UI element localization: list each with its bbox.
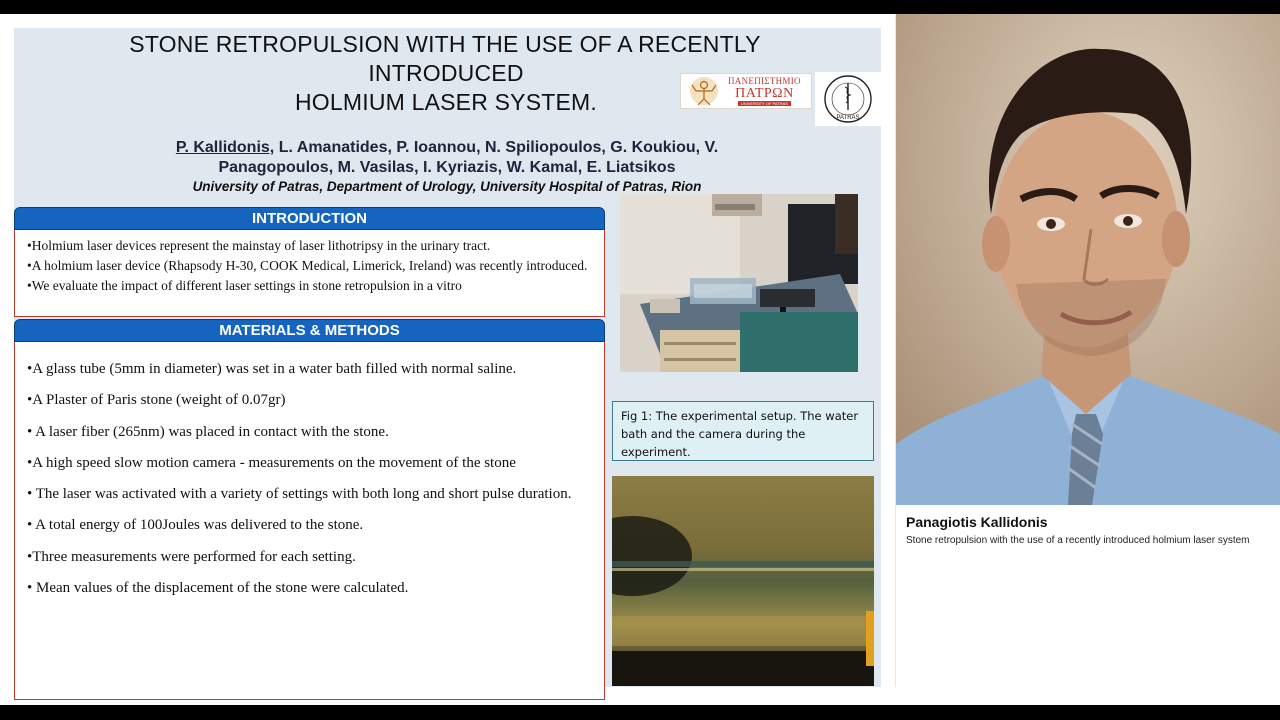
intro-paragraph: •We evaluate the impact of different laser settings in stone retropulsion in a vitro bbox=[27, 278, 462, 293]
title-line: STONE RETROPULSION WITH THE USE OF A RECENTLY bbox=[129, 31, 761, 57]
introduction-heading: INTRODUCTION bbox=[14, 207, 605, 230]
title-line: HOLMIUM LASER SYSTEM. bbox=[295, 89, 597, 115]
title-line: INTRODUCED bbox=[368, 60, 524, 86]
poster-slide bbox=[0, 14, 896, 687]
methods-body bbox=[14, 342, 605, 700]
logo-text: ΠΑΤΡΩΝ bbox=[735, 86, 794, 101]
poster-affiliation: University of Patras, Department of Urology, University Hospital of Patras, Rion bbox=[192, 179, 702, 194]
university-of-patras-logo bbox=[680, 73, 812, 109]
methods-heading: MATERIALS & METHODS bbox=[14, 319, 605, 342]
logo-text: UNIVERSITY OF PATRAS bbox=[738, 101, 791, 106]
methods-paragraph: •A Plaster of Paris stone (weight of 0.07gr) bbox=[27, 392, 286, 409]
figure-1-caption: Fig 1: The experimental setup. The water bath and the camera during the experiment. bbox=[612, 401, 874, 461]
speaker-photo bbox=[896, 14, 1280, 505]
methods-paragraph: • The laser was activated with a variety of settings with both long and short pulse duration. bbox=[27, 486, 572, 503]
urology-seal-icon bbox=[823, 74, 873, 124]
urology-department-logo bbox=[815, 72, 881, 126]
authors-line: L. Amanatides, P. Ioannou, N. Spiliopoulos, G. Koukiou, V. bbox=[274, 139, 719, 156]
authors-line: Panagopoulos, M. Vasilas, I. Kyriazis, W. Kamal, E. Liatsikos bbox=[218, 159, 676, 176]
speaker-talk-title: Stone retropulsion with the use of a recently introduced holmium laser system bbox=[906, 535, 1250, 546]
experimental-setup-photo bbox=[620, 194, 858, 372]
video-stage bbox=[0, 14, 1280, 705]
methods-paragraph: • A total energy of 100Joules was delivered to the stone. bbox=[27, 517, 364, 534]
methods-paragraph: •Three measurements were performed for each setting. bbox=[27, 548, 356, 565]
methods-paragraph: •A glass tube (5mm in diameter) was set in a water bath filled with normal saline. bbox=[27, 361, 517, 377]
methods-paragraph: • Mean values of the displacement of the stone were calculated. bbox=[27, 580, 409, 597]
methods-paragraph: •A high speed slow motion camera - measurements on the movement of the stone bbox=[27, 454, 516, 471]
introduction-body bbox=[14, 230, 605, 317]
logo-text: ΠΑΝΕΠΙΣΤΗΜΙΟ bbox=[728, 76, 801, 86]
intro-paragraph: •A holmium laser device (Rhapsody H-30, COOK Medical, Limerick, Ireland) was recently introduced. bbox=[27, 258, 588, 273]
methods-paragraph: • A laser fiber (265nm) was placed in contact with the stone. bbox=[27, 423, 389, 440]
intro-paragraph: •Holmium laser devices represent the mainstay of laser lithotripsy in the urinary tract. bbox=[27, 238, 491, 253]
seal-text: PATRAS bbox=[836, 115, 860, 121]
first-author: P. Kallidonis, bbox=[175, 139, 275, 156]
university-crest-icon bbox=[684, 75, 724, 107]
slow-motion-frame-photo bbox=[612, 476, 874, 686]
speaker-name: Panagiotis Kallidonis bbox=[906, 514, 1048, 530]
poster-authors bbox=[14, 138, 880, 178]
